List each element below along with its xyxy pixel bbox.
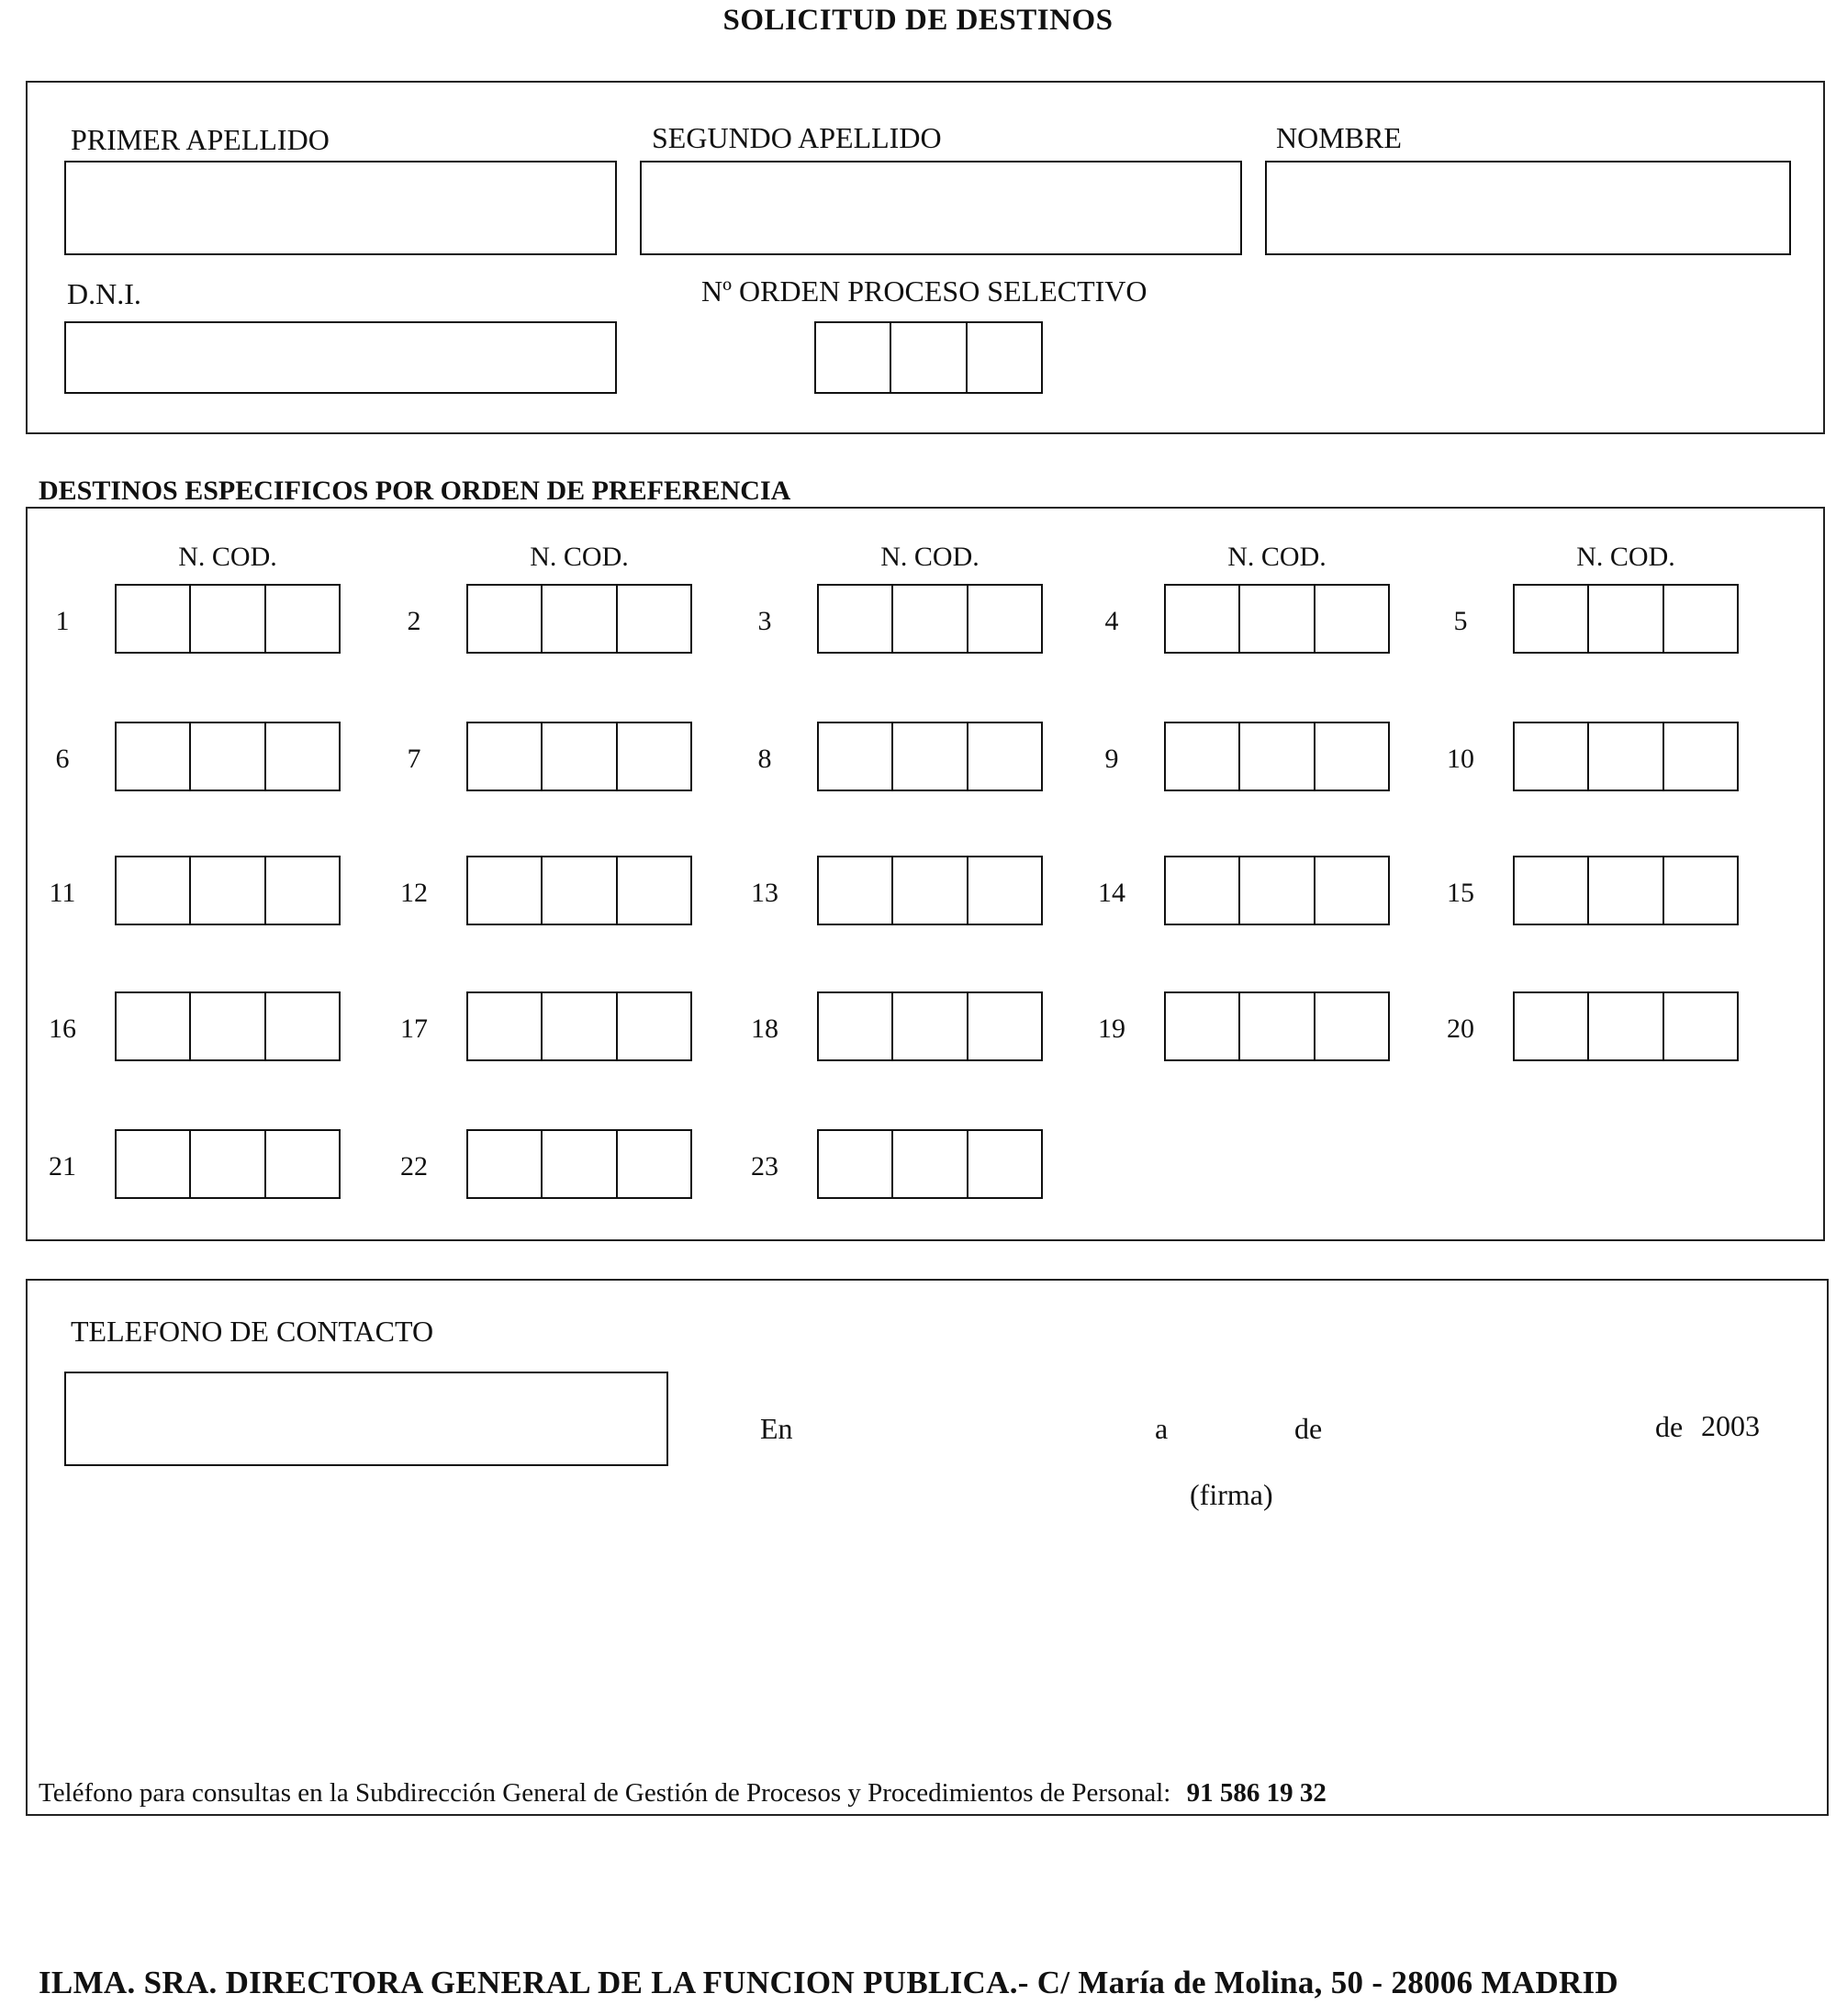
destino-number: 12 bbox=[400, 878, 428, 908]
destino-code-cells[interactable] bbox=[817, 1129, 1043, 1199]
footer-address: ILMA. SRA. DIRECTORA GENERAL DE LA FUNCION PUBLICA.- C/ María de Molina, 50 - 28006 MADRID bbox=[39, 1965, 1619, 2000]
orden-cell[interactable] bbox=[891, 323, 967, 392]
destino-code-cell[interactable] bbox=[1515, 857, 1589, 924]
destino-code-cells[interactable] bbox=[1513, 991, 1739, 1061]
dni-field[interactable] bbox=[64, 321, 617, 394]
destino-code-cells[interactable] bbox=[115, 584, 341, 654]
segundo-apellido-label: SEGUNDO APELLIDO bbox=[652, 121, 942, 154]
destino-code-cell[interactable] bbox=[117, 1131, 191, 1197]
destino-code-cell[interactable] bbox=[1515, 723, 1589, 790]
destino-number: 1 bbox=[55, 606, 70, 636]
destino-number: 8 bbox=[757, 744, 772, 774]
destino-number: 5 bbox=[1453, 606, 1468, 636]
destino-code-cell[interactable] bbox=[117, 857, 191, 924]
destino-code-cell[interactable] bbox=[819, 586, 893, 652]
destino-code-cell[interactable] bbox=[543, 723, 617, 790]
destino-code-cells[interactable] bbox=[1164, 584, 1390, 654]
destino-number: 19 bbox=[1098, 1014, 1125, 1044]
destino-code-cell[interactable] bbox=[1315, 723, 1388, 790]
destino-code-cell[interactable] bbox=[191, 993, 265, 1059]
destino-code-cell[interactable] bbox=[618, 1131, 690, 1197]
destino-code-cell[interactable] bbox=[1166, 993, 1240, 1059]
destino-code-cell[interactable] bbox=[893, 857, 968, 924]
destino-code-cell[interactable] bbox=[468, 993, 543, 1059]
telefono-contacto-field[interactable] bbox=[64, 1372, 668, 1466]
destino-number: 3 bbox=[757, 606, 772, 636]
consultas-text: Teléfono para consultas en la Subdirección General de Gestión de Procesos y Procedimientos de Personal: bbox=[39, 1778, 1171, 1808]
destino-code-cells[interactable] bbox=[817, 991, 1043, 1061]
destino-code-cell[interactable] bbox=[1240, 993, 1315, 1059]
destino-code-cells[interactable] bbox=[466, 856, 692, 925]
destino-code-cell[interactable] bbox=[543, 857, 617, 924]
destino-code-cell[interactable] bbox=[618, 857, 690, 924]
destino-code-cell[interactable] bbox=[117, 723, 191, 790]
destino-code-cell[interactable] bbox=[543, 586, 617, 652]
destino-number: 6 bbox=[55, 744, 70, 774]
destino-code-cell[interactable] bbox=[468, 586, 543, 652]
year-text: 2003 bbox=[1701, 1409, 1760, 1442]
destino-code-cell[interactable] bbox=[893, 993, 968, 1059]
destino-code-cells[interactable] bbox=[1164, 722, 1390, 791]
destino-code-cell[interactable] bbox=[1589, 857, 1663, 924]
destino-code-cell[interactable] bbox=[1664, 857, 1737, 924]
firma-text: (firma) bbox=[1190, 1478, 1273, 1511]
destino-code-cell[interactable] bbox=[893, 1131, 968, 1197]
destino-code-cell[interactable] bbox=[1315, 857, 1388, 924]
fecha-a-text: a bbox=[1155, 1412, 1169, 1445]
destino-code-cell[interactable] bbox=[819, 857, 893, 924]
fecha-de-text: de bbox=[1294, 1412, 1323, 1445]
destino-code-cells[interactable] bbox=[115, 991, 341, 1061]
orden-proceso-label: Nº ORDEN PROCESO SELECTIVO bbox=[701, 274, 1148, 308]
destino-number: 18 bbox=[751, 1014, 778, 1044]
consultas-phone: 91 586 19 32 bbox=[1186, 1778, 1327, 1808]
destino-number: 9 bbox=[1104, 744, 1119, 774]
destino-number: 2 bbox=[407, 606, 421, 636]
destino-code-cell[interactable] bbox=[1166, 857, 1240, 924]
destino-code-cell[interactable] bbox=[1166, 723, 1240, 790]
destino-code-cell[interactable] bbox=[468, 857, 543, 924]
destino-number: 15 bbox=[1447, 878, 1474, 908]
telefono-contacto-label: TELEFONO DE CONTACTO bbox=[71, 1315, 434, 1348]
destino-code-cell[interactable] bbox=[819, 1131, 893, 1197]
destino-number: 17 bbox=[400, 1014, 428, 1044]
nombre-label: NOMBRE bbox=[1276, 121, 1402, 154]
destino-code-cell[interactable] bbox=[1664, 993, 1737, 1059]
destinos-section-title: DESTINOS ESPECIFICOS POR ORDEN DE PREFERENCIA bbox=[39, 476, 791, 506]
destino-code-cell[interactable] bbox=[893, 586, 968, 652]
orden-cell[interactable] bbox=[968, 323, 1041, 392]
destino-code-cell[interactable] bbox=[543, 993, 617, 1059]
destino-code-cell[interactable] bbox=[266, 723, 339, 790]
orden-cell[interactable] bbox=[816, 323, 891, 392]
destino-code-cell[interactable] bbox=[191, 586, 265, 652]
destino-code-cell[interactable] bbox=[468, 1131, 543, 1197]
n-cod-header: N. COD. bbox=[1576, 542, 1675, 572]
destino-code-cell[interactable] bbox=[968, 586, 1041, 652]
dni-label: D.N.I. bbox=[67, 277, 141, 310]
destino-code-cells[interactable] bbox=[1164, 991, 1390, 1061]
destino-code-cell[interactable] bbox=[266, 857, 339, 924]
destino-code-cell[interactable] bbox=[117, 586, 191, 652]
contacto-panel bbox=[26, 1279, 1829, 1816]
destino-code-cells[interactable] bbox=[466, 991, 692, 1061]
page-title: SOLICITUD DE DESTINOS bbox=[722, 4, 1114, 37]
destino-number: 14 bbox=[1098, 878, 1125, 908]
destino-code-cell[interactable] bbox=[1315, 586, 1388, 652]
destino-code-cell[interactable] bbox=[468, 723, 543, 790]
destino-number: 22 bbox=[400, 1151, 428, 1182]
destino-code-cell[interactable] bbox=[1240, 586, 1315, 652]
fecha-de-year-text: de bbox=[1655, 1410, 1684, 1443]
primer-apellido-label: PRIMER APELLIDO bbox=[71, 123, 330, 156]
destino-code-cell[interactable] bbox=[968, 723, 1041, 790]
segundo-apellido-field[interactable] bbox=[640, 161, 1242, 255]
destino-code-cell[interactable] bbox=[819, 993, 893, 1059]
destino-code-cell[interactable] bbox=[1589, 993, 1663, 1059]
destino-number: 20 bbox=[1447, 1014, 1474, 1044]
primer-apellido-field[interactable] bbox=[64, 161, 617, 255]
destino-code-cells[interactable] bbox=[115, 856, 341, 925]
n-cod-header: N. COD. bbox=[530, 542, 629, 572]
destino-code-cells[interactable] bbox=[115, 1129, 341, 1199]
destino-code-cell[interactable] bbox=[1589, 723, 1663, 790]
destino-code-cell[interactable] bbox=[1515, 586, 1589, 652]
destino-number: 21 bbox=[49, 1151, 76, 1182]
destino-code-cells[interactable] bbox=[466, 1129, 692, 1199]
destino-number: 7 bbox=[407, 744, 421, 774]
destino-code-cell[interactable] bbox=[117, 993, 191, 1059]
destino-code-cell[interactable] bbox=[968, 993, 1041, 1059]
n-cod-header: N. COD. bbox=[178, 542, 277, 572]
destino-code-cells[interactable] bbox=[817, 856, 1043, 925]
destino-number: 10 bbox=[1447, 744, 1474, 774]
destino-code-cell[interactable] bbox=[618, 723, 690, 790]
destino-code-cell[interactable] bbox=[968, 857, 1041, 924]
destino-code-cell[interactable] bbox=[191, 857, 265, 924]
destino-code-cells[interactable] bbox=[1513, 856, 1739, 925]
n-cod-header: N. COD. bbox=[1227, 542, 1327, 572]
destino-code-cell[interactable] bbox=[543, 1131, 617, 1197]
destino-code-cells[interactable] bbox=[1164, 856, 1390, 925]
destino-number: 23 bbox=[751, 1151, 778, 1182]
destino-number: 4 bbox=[1104, 606, 1119, 636]
destino-code-cell[interactable] bbox=[266, 993, 339, 1059]
destino-code-cells[interactable] bbox=[817, 584, 1043, 654]
destino-code-cells[interactable] bbox=[1513, 584, 1739, 654]
destino-code-cell[interactable] bbox=[191, 1131, 265, 1197]
destino-code-cell[interactable] bbox=[893, 723, 968, 790]
destino-code-cell[interactable] bbox=[819, 723, 893, 790]
destino-code-cell[interactable] bbox=[618, 586, 690, 652]
destino-code-cells[interactable] bbox=[115, 722, 341, 791]
destino-code-cells[interactable] bbox=[1513, 722, 1739, 791]
destino-code-cell[interactable] bbox=[1240, 723, 1315, 790]
destino-code-cells[interactable] bbox=[466, 722, 692, 791]
destino-code-cell[interactable] bbox=[1315, 993, 1388, 1059]
destino-code-cell[interactable] bbox=[1240, 857, 1315, 924]
destino-code-cell[interactable] bbox=[618, 993, 690, 1059]
destino-code-cell[interactable] bbox=[1589, 586, 1663, 652]
destino-code-cell[interactable] bbox=[1664, 586, 1737, 652]
lugar-en-text: En bbox=[760, 1412, 793, 1445]
destino-number: 11 bbox=[49, 878, 76, 908]
destino-number: 16 bbox=[49, 1014, 76, 1044]
destino-code-cell[interactable] bbox=[968, 1131, 1041, 1197]
orden-proceso-cells[interactable] bbox=[814, 321, 1043, 394]
destino-number: 13 bbox=[751, 878, 778, 908]
destino-code-cell[interactable] bbox=[1664, 723, 1737, 790]
destino-code-cell[interactable] bbox=[1515, 993, 1589, 1059]
destino-code-cell[interactable] bbox=[1166, 586, 1240, 652]
consultas-line bbox=[39, 1778, 1327, 1809]
destino-code-cell[interactable] bbox=[266, 1131, 339, 1197]
destino-code-cell[interactable] bbox=[191, 723, 265, 790]
destino-code-cell[interactable] bbox=[266, 586, 339, 652]
nombre-field[interactable] bbox=[1265, 161, 1791, 255]
destino-code-cells[interactable] bbox=[817, 722, 1043, 791]
destino-code-cells[interactable] bbox=[466, 584, 692, 654]
n-cod-header: N. COD. bbox=[880, 542, 980, 572]
